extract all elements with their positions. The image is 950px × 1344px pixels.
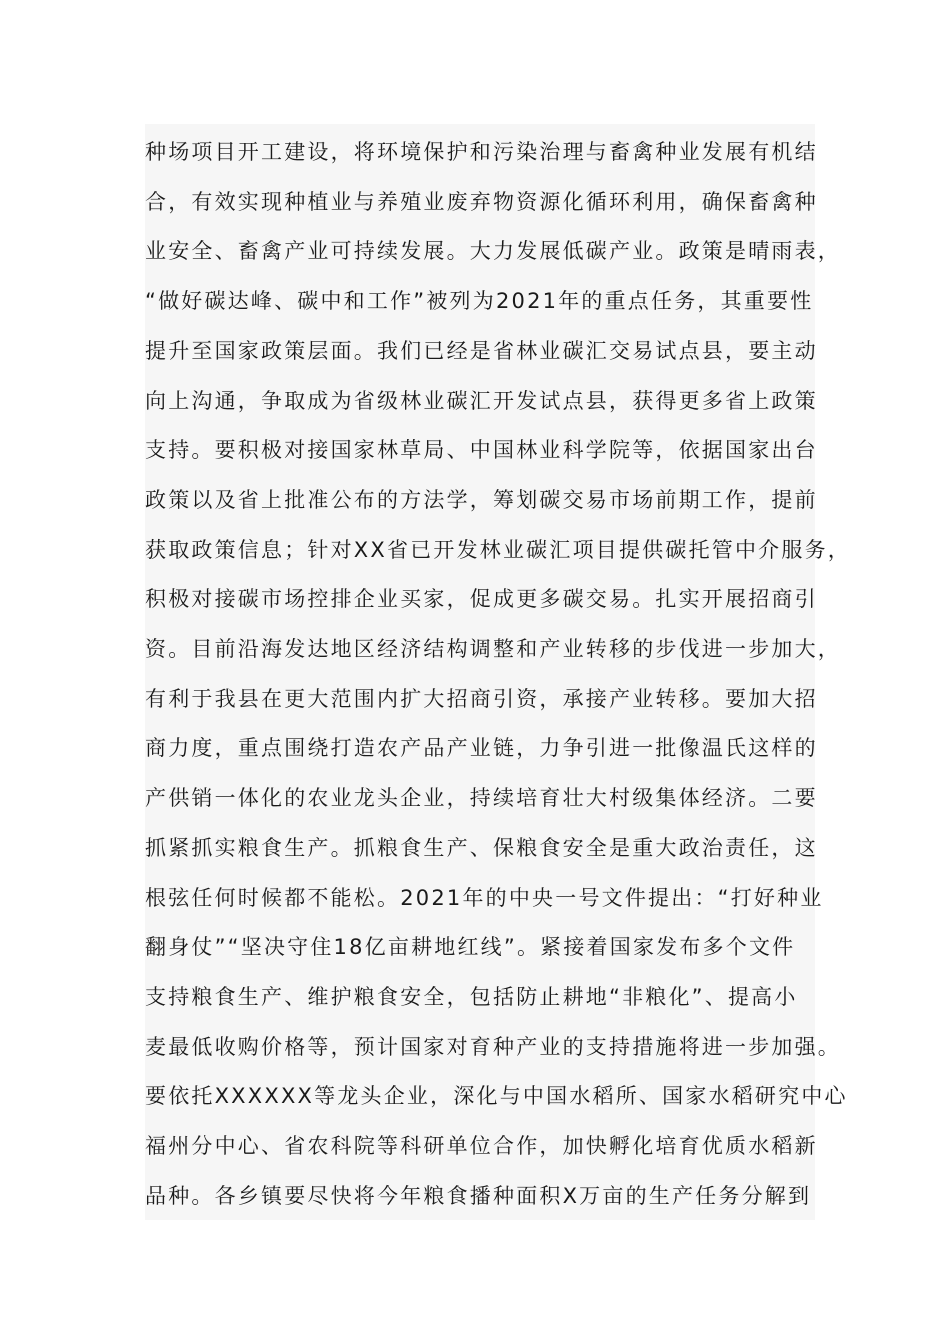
text-line: 支持。要积极对接国家林草局、中国林业科学院等，依据国家出台 — [145, 438, 818, 462]
text-line: 商力度，重点围绕打造农产品产业链，力争引进一批像温氏这样的 — [145, 736, 818, 760]
text-line: 种场项目开工建设，将环境保护和污染治理与畜禽种业发展有机结 — [145, 140, 818, 164]
text-line: 麦最低收购价格等，预计国家对育种产业的支持措施将进一步加强。 — [145, 1035, 841, 1059]
text-line: 政策以及省上批准公布的方法学，筹划碳交易市场前期工作，提前 — [145, 488, 818, 512]
text-line: 支持粮食生产、维护粮食安全，包括防止耕地“非粮化”、提高小 — [145, 985, 798, 1009]
text-line: 福州分中心、省农科院等科研单位合作，加快孵化培育优质水稻新 — [145, 1134, 818, 1158]
text-line: 有利于我县在更大范围内扩大招商引资，承接产业转移。要加大招 — [145, 687, 818, 711]
text-line: 资。目前沿海发达地区经济结构调整和产业转移的步伐进一步加大， — [145, 637, 841, 661]
text-line: 业安全、畜禽产业可持续发展。大力发展低碳产业。政策是晴雨表， — [145, 239, 841, 263]
text-line: 品种。各乡镇要尽快将今年粮食播种面积X万亩的生产任务分解到 — [145, 1184, 812, 1208]
text-line: “做好碳达峰、碳中和工作”被列为2021年的重点任务，其重要性 — [145, 289, 814, 313]
text-line: 要依托XXXXXX等龙头企业，深化与中国水稻所、国家水稻研究中心 — [145, 1084, 848, 1108]
text-line: 产供销一体化的农业龙头企业，持续培育壮大村级集体经济。二要 — [145, 786, 818, 810]
text-line: 积极对接碳市场控排企业买家，促成更多碳交易。扎实开展招商引 — [145, 587, 818, 611]
text-line: 根弦任何时候都不能松。2021年的中央一号文件提出：“打好种业 — [145, 886, 824, 910]
text-line: 获取政策信息；针对XX省已开发林业碳汇项目提供碳托管中介服务， — [145, 538, 851, 562]
text-line: 提升至国家政策层面。我们已经是省林业碳汇交易试点县，要主动 — [145, 339, 818, 363]
text-line: 向上沟通，争取成为省级林业碳汇开发试点县，获得更多省上政策 — [145, 389, 818, 413]
text-line: 抓紧抓实粮食生产。抓粮食生产、保粮食安全是重大政治责任，这 — [145, 836, 818, 860]
text-line: 合，有效实现种植业与养殖业废弃物资源化循环利用，确保畜禽种 — [145, 190, 818, 214]
text-line: 翻身仗”“坚决守住18亿亩耕地红线”。紧接着国家发布多个文件 — [145, 935, 796, 959]
